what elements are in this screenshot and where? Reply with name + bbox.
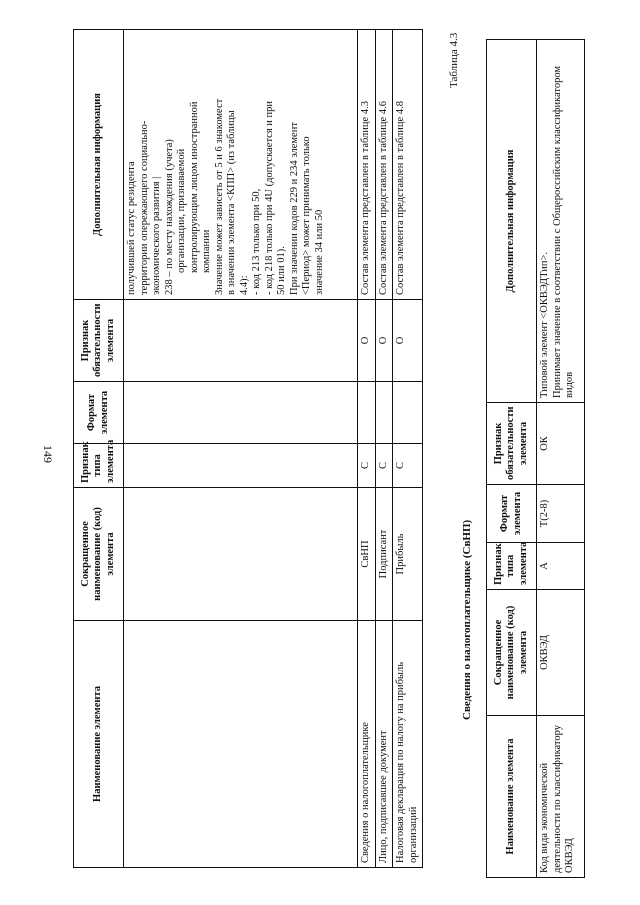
col-header-format: Формат элемента	[74, 382, 124, 444]
section-title: Сведения о налогоплательщике (СвНП)	[461, 519, 473, 720]
taxpayer-table-wrapper	[486, 39, 585, 878]
table-label: Таблица 4.3	[448, 32, 460, 88]
col-header-info: Дополнительная информация	[74, 30, 124, 300]
col-header-code: Сокращенное наименование (код) элемента	[487, 590, 537, 716]
table-row: Налоговая декларация по налогу на прибыль организаций Прибыль С О Состав элемента представлен в таблице 4.8	[393, 30, 423, 868]
header-row	[74, 30, 124, 868]
table-row: Лицо, подписавшее документ Подписант С О Состав элемента представлен в таблице 4.6	[375, 30, 393, 868]
table-row: Сведения о налогоплательщике СвНП С О Состав элемента представлен в таблице 4.3	[358, 30, 376, 868]
col-header-required: Признак обязательности элемента	[74, 300, 124, 382]
col-header-code: Сокращенное наименование (код) элемента	[74, 488, 124, 621]
col-header-required: Признак обязательности элемента	[487, 403, 537, 485]
continuation-table	[73, 29, 423, 868]
page-number: 149	[41, 445, 55, 463]
col-header-name: Наименование элемента	[487, 716, 537, 878]
col-header-name: Наименование элемента	[74, 621, 124, 868]
col-header-format: Формат элемента	[487, 485, 537, 543]
header-row	[487, 40, 537, 878]
col-header-type: Признак типа элемента	[487, 543, 537, 590]
continuation-row	[124, 30, 358, 868]
continuation-table-wrapper	[73, 29, 423, 868]
col-header-type: Признак типа элемента	[74, 444, 124, 488]
continuation-info-cell: получившей статус резидента территории опережающего социально- экономического развития | 238 – по месту нахождения (учета) организации, признаваемой контролирующим лицом иностранной компании Значение может зависеть от 5 и 6 знакомест в значении элемента <КПП> (из таблицы 4.4): - код 213 только при 50, - код 218 только при 4U (допускается и при 50 или 01). При значении кодов 229 и 234 элемент <Период> может принимать только значение 34 или 50	[124, 30, 358, 300]
col-header-info: Дополнительная информация	[487, 40, 537, 403]
taxpayer-table	[486, 39, 585, 878]
table-row: Код вида экономической деятельности по классификатору ОКВЭД ОКВЭД А T(2-8) ОК Типовой элемент <ОКВЭДТип>. Принимает значение в соответствии с Общероссийским классификатором видов	[537, 40, 585, 878]
